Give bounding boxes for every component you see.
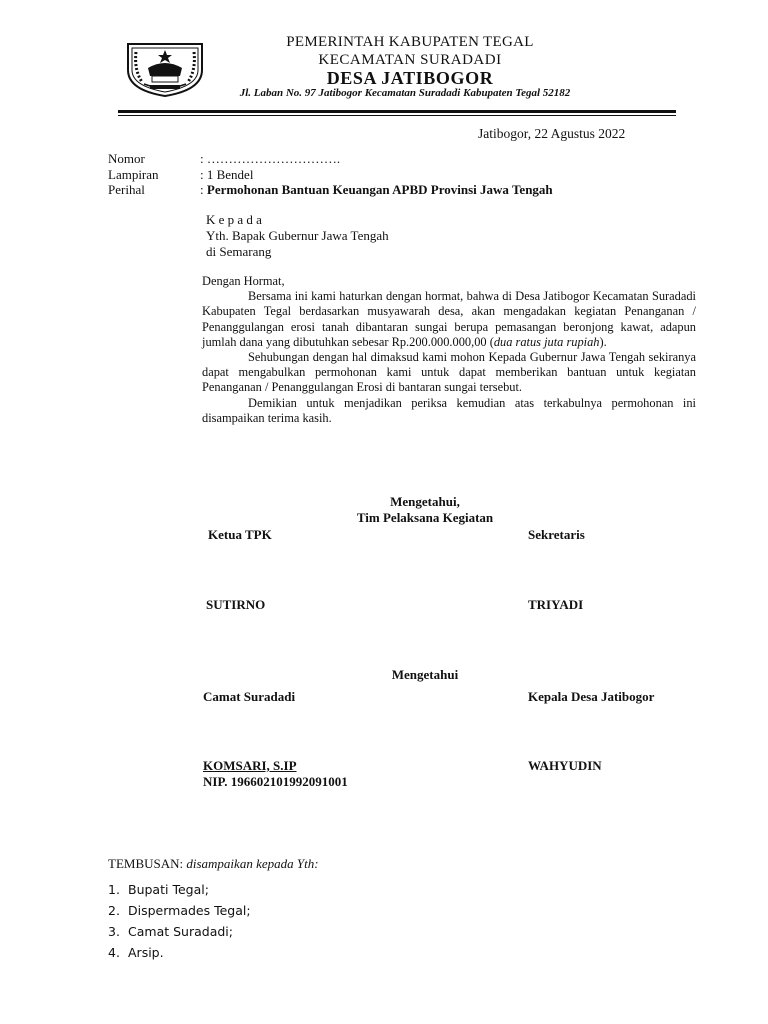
list-item-number: 1. [108,882,120,897]
camat-name: KOMSARI, S.IP [203,758,297,773]
list-item-number: 4. [108,945,120,960]
kepala-desa-title: Kepala Desa Jatibogor [528,689,655,704]
addressee-place: di Semarang [206,244,272,259]
list-item [108,882,251,903]
list-item-text: Arsip. [128,945,164,960]
list-item-text: Dispermades Tegal; [128,903,251,918]
tembusan-italic: disampaikan kepada Yth: [186,856,319,871]
camat-title: Camat Suradadi [203,689,296,704]
body-paragraph-1-close: ). [599,334,607,349]
tembusan-label: TEMBUSAN: [108,856,187,871]
perihal-value-wrap [200,182,553,198]
letterhead-government: PEMERINTAH KABUPATEN TEGAL [286,34,534,50]
letter-body [202,274,696,426]
nomor-value: : …………………………. [200,151,341,166]
addressee-name: Yth. Bapak Gubernur Jawa Tengah [206,228,389,243]
letterhead-address: Jl. Laban No. 97 Jatibogor Kecamatan Suradadi Kabupaten Tegal 52182 [239,87,571,99]
lampiran-value: : 1 Bendel [200,167,254,182]
letterhead-village: DESA JATIBOGOR [326,68,494,88]
list-item [108,903,251,924]
letterhead-rule-thick [118,110,676,113]
letter-date: Jatibogor, 22 Agustus 2022 [478,126,626,141]
body-paragraph-2: Sehubungan dengan hal dimaksud kami mohon Kepada Gubernur Jawa Tengah sekiranya dapat mengabulkan permohonan kami untuk dapat memberikan bantuan untuk kegiatan Penanganan / Penanggulangan Erosi di bantaran sungai tersebut. [202,350,696,395]
mengetahui-2: Mengetahui [391,667,459,682]
tembusan-list [108,882,251,966]
camat-nip: NIP. 196602101992091001 [203,774,348,789]
mengetahui-1: Mengetahui, [390,494,460,509]
body-paragraph-1-text: Bersama ini kami haturkan dengan hormat, bahwa di Desa Jatibogor Kecamatan Suradadi Kabupaten Tegal berdasarkan musyawarah desa, akan mengadakan kegiatan Penanganan / Penanggulangan erosi tanah dibantaran sungai berupa pemasangan beronjong kawat, adapun jumlah dana yang dibutuhkan sebesar Rp.200.000.000,00 ( [202,289,696,349]
amount-in-words: dua ratus juta rupiah [493,334,600,349]
list-item-number: 2. [108,903,120,918]
tim-pelaksana: Tim Pelaksana Kegiatan [356,510,494,525]
list-item [108,945,251,966]
nomor-label: Nomor [108,151,145,166]
body-paragraph-1 [202,289,696,350]
letterhead-district: KECAMATAN SURADADI [318,52,502,68]
addressee-kepada: K e p a d a [206,212,262,227]
letterhead-rule-thin [118,115,676,116]
lampiran-label: Lampiran [108,167,159,182]
perihal-value: Permohonan Bantuan Keuangan APBD Provinsi Jawa Tengah [206,182,553,197]
list-item-number: 3. [108,924,120,939]
greeting: Dengan Hormat, [202,274,285,288]
list-item-text: Camat Suradadi; [128,924,233,939]
body-paragraph-3: Demikian untuk menjadikan periksa kemudian atas terkabulnya permohonan ini disampaikan terima kasih. [202,395,696,425]
list-item-text: Bupati Tegal; [128,882,209,897]
perihal-label: Perihal [108,182,145,197]
ketua-tpk-title: Ketua TPK [208,527,272,542]
kepala-desa-name: WAHYUDIN [528,758,602,773]
tembusan-heading [108,856,319,872]
sekretaris-name: TRIYADI [528,597,584,612]
sekretaris-title: Sekretaris [528,527,585,542]
perihal-colon: : [200,182,207,197]
ketua-tpk-name: SUTIRNO [206,597,266,612]
list-item [108,924,251,945]
